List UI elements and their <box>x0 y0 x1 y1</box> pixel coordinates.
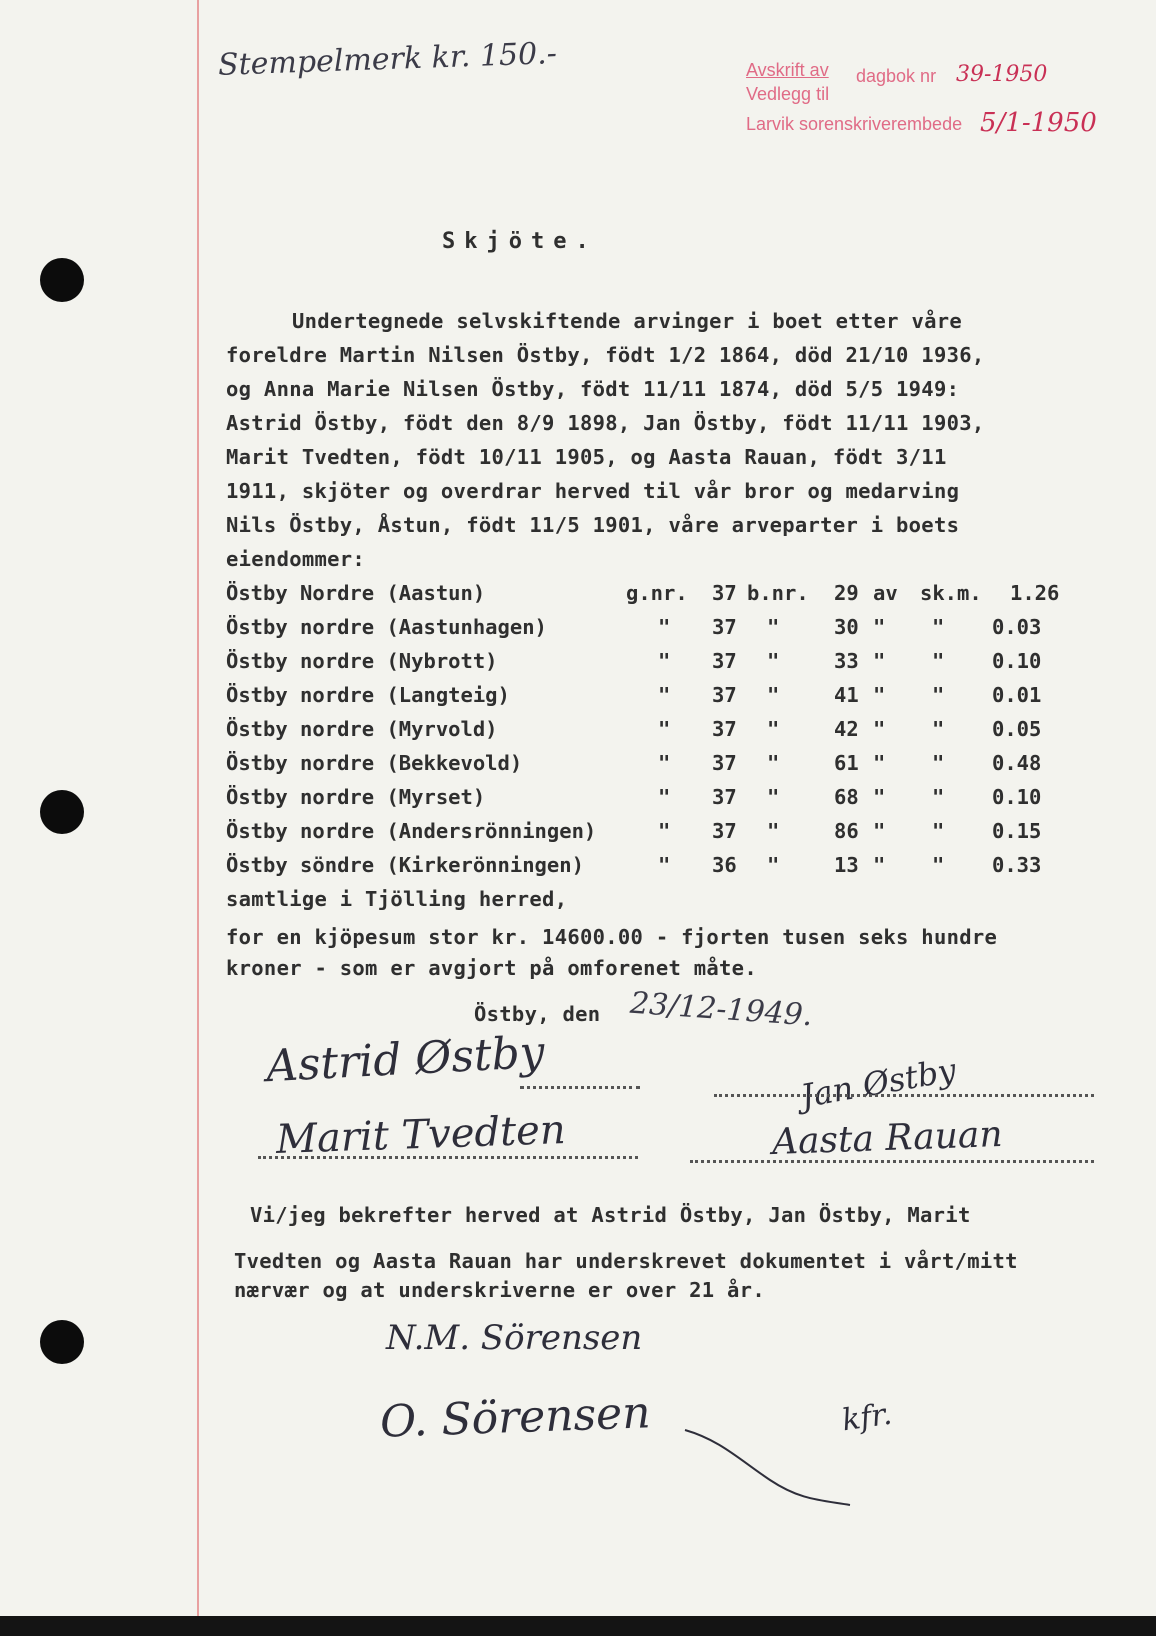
scan-bottom-edge <box>0 1616 1156 1636</box>
bnr-label: " <box>767 819 780 843</box>
skm-value: 0.33 <box>992 853 1042 877</box>
bnr-label: " <box>767 853 780 877</box>
property-name: Östby söndre (Kirkerönningen) <box>226 853 584 877</box>
gnr-value: 37 <box>712 683 737 707</box>
bnr-value: 41 <box>834 683 859 707</box>
gnr-value: 37 <box>712 785 737 809</box>
witness-signature-2: O. Sörensen <box>379 1387 652 1448</box>
intro-line: eiendommer: <box>226 547 366 571</box>
skm-value: 1.26 <box>1010 581 1060 605</box>
document-title: Skjöte. <box>442 229 598 254</box>
witness-line: Tvedten og Aasta Rauan har underskrevet dokumentet i vårt/mitt <box>234 1249 1018 1273</box>
skm-value: 0.05 <box>992 717 1042 741</box>
skm-value: 0.15 <box>992 819 1042 843</box>
intro-line: Nils Östby, Åstun, födt 11/5 1901, våre arveparter i boets <box>226 513 960 537</box>
gnr-label: " <box>658 853 671 877</box>
witness-signature-1: N.M. Sörensen <box>386 1318 643 1358</box>
witness-line: Vi/jeg bekrefter herved at Astrid Östby, Jan Östby, Marit <box>250 1203 971 1227</box>
witness-line: nærvær og at underskriverne er over 21 år. <box>234 1278 765 1302</box>
signature-flourish <box>680 1420 860 1510</box>
property-row <box>226 581 1076 611</box>
intro-line: Marit Tvedten, födt 10/11 1905, og Aasta Rauan, födt 3/11 <box>226 445 947 469</box>
bnr-value: 29 <box>834 581 859 605</box>
property-row <box>226 819 1076 849</box>
closing-line: for en kjöpesum stor kr. 14600.00 - fjorten tusen seks hundre <box>226 925 998 949</box>
bnr-value: 86 <box>834 819 859 843</box>
stamp-duty-note: Stempelmerk kr. 150.- <box>217 36 558 83</box>
av-label: " <box>873 717 886 741</box>
skm-value: 0.48 <box>992 751 1042 775</box>
intro-line: Astrid Östby, födt den 8/9 1898, Jan Östby, födt 11/11 1903, <box>226 411 985 435</box>
signature-astrid: Astrid Østby <box>264 1026 546 1093</box>
gnr-value: 37 <box>712 751 737 775</box>
gnr-value: 37 <box>712 717 737 741</box>
stamp-number: 39-1950 <box>956 62 1048 87</box>
gnr-label: " <box>658 615 671 639</box>
skm-label: sk.m. <box>920 581 982 605</box>
property-name: Östby nordre (Nybrott) <box>226 649 498 673</box>
skm-label: " <box>932 615 945 639</box>
property-name: Östby nordre (Myrset) <box>226 785 486 809</box>
skm-label: " <box>932 717 945 741</box>
punch-hole-middle <box>40 790 84 834</box>
bnr-value: 68 <box>834 785 859 809</box>
property-name: Östby nordre (Langteig) <box>226 683 510 707</box>
bnr-label: " <box>767 649 780 673</box>
property-row <box>226 751 1076 781</box>
property-row <box>226 853 1076 883</box>
property-row <box>226 717 1076 747</box>
signature-dotted-line <box>690 1160 1094 1163</box>
stamp-date: 5/1-1950 <box>980 108 1097 138</box>
property-row <box>226 649 1076 679</box>
closing-line: samtlige i Tjölling herred, <box>226 887 568 911</box>
bnr-label: " <box>767 785 780 809</box>
punch-hole-top <box>40 258 84 302</box>
signature-dotted-line <box>520 1086 640 1089</box>
gnr-value: 37 <box>712 581 737 605</box>
skm-label: " <box>932 785 945 809</box>
bnr-value: 42 <box>834 717 859 741</box>
bnr-label: " <box>767 717 780 741</box>
intro-line: Undertegnede selvskiftende arvinger i boet etter våre <box>292 309 963 333</box>
stamp-avskrift-label: Avskrift av <box>746 60 829 80</box>
gnr-label: " <box>658 649 671 673</box>
place-date-handwritten: 23/12-1949. <box>629 985 814 1034</box>
bnr-label: b.nr. <box>747 581 809 605</box>
signature-aasta: Aasta Rauan <box>771 1113 1004 1164</box>
av-label: " <box>873 751 886 775</box>
place-date-typed: Östby, den <box>474 1002 601 1026</box>
signature-dotted-line <box>714 1094 1094 1097</box>
property-row <box>226 785 1076 815</box>
property-name: Östby nordre (Myrvold) <box>226 717 498 741</box>
intro-line: 1911, skjöter og overdrar herved til vår bror og medarving <box>226 479 960 503</box>
gnr-label: g.nr. <box>626 581 688 605</box>
gnr-value: 37 <box>712 649 737 673</box>
bnr-value: 30 <box>834 615 859 639</box>
skm-label: " <box>932 751 945 775</box>
skm-label: " <box>932 853 945 877</box>
punch-hole-bottom <box>40 1320 84 1364</box>
closing-line: kroner - som er avgjort på omforenet måte. <box>226 956 757 980</box>
signature-jan: Jan Østby <box>797 1050 959 1116</box>
property-name: Östby Nordre (Aastun) <box>226 581 486 605</box>
gnr-label: " <box>658 683 671 707</box>
bnr-value: 33 <box>834 649 859 673</box>
av-label: " <box>873 853 886 877</box>
property-row <box>226 615 1076 645</box>
av-label: " <box>873 683 886 707</box>
stamp-office-label: Larvik sorenskriverembede <box>746 114 963 134</box>
gnr-label: " <box>658 751 671 775</box>
skm-value: 0.10 <box>992 785 1042 809</box>
intro-line: og Anna Marie Nilsen Östby, födt 11/11 1874, död 5/5 1949: <box>226 377 960 401</box>
gnr-value: 37 <box>712 615 737 639</box>
property-name: Östby nordre (Aastunhagen) <box>226 615 547 639</box>
skm-value: 0.03 <box>992 615 1042 639</box>
bnr-label: " <box>767 683 780 707</box>
stamp-vedlegg-label: Vedlegg til <box>746 84 830 104</box>
gnr-label: " <box>658 819 671 843</box>
skm-value: 0.01 <box>992 683 1042 707</box>
skm-label: " <box>932 819 945 843</box>
property-name: Östby nordre (Andersrönningen) <box>226 819 597 843</box>
av-label: " <box>873 785 886 809</box>
signature-dotted-line <box>258 1156 638 1159</box>
av-label: av <box>873 581 898 605</box>
skm-label: " <box>932 683 945 707</box>
gnr-value: 37 <box>712 819 737 843</box>
gnr-label: " <box>658 717 671 741</box>
signature-marit: Marit Tvedten <box>275 1106 567 1164</box>
av-label: " <box>873 819 886 843</box>
property-row <box>226 683 1076 713</box>
intro-line: foreldre Martin Nilsen Östby, födt 1/2 1864, död 21/10 1936, <box>226 343 985 367</box>
bnr-label: " <box>767 751 780 775</box>
gnr-label: " <box>658 785 671 809</box>
skm-value: 0.10 <box>992 649 1042 673</box>
bnr-label: " <box>767 615 780 639</box>
margin-line <box>197 0 199 1616</box>
skm-label: " <box>932 649 945 673</box>
witness-signature-suffix: kfr. <box>839 1396 895 1439</box>
bnr-value: 13 <box>834 853 859 877</box>
bnr-value: 61 <box>834 751 859 775</box>
property-name: Östby nordre (Bekkevold) <box>226 751 523 775</box>
av-label: " <box>873 649 886 673</box>
gnr-value: 36 <box>712 853 737 877</box>
av-label: " <box>873 615 886 639</box>
stamp-dagbok-label: dagbok nr <box>856 66 937 86</box>
